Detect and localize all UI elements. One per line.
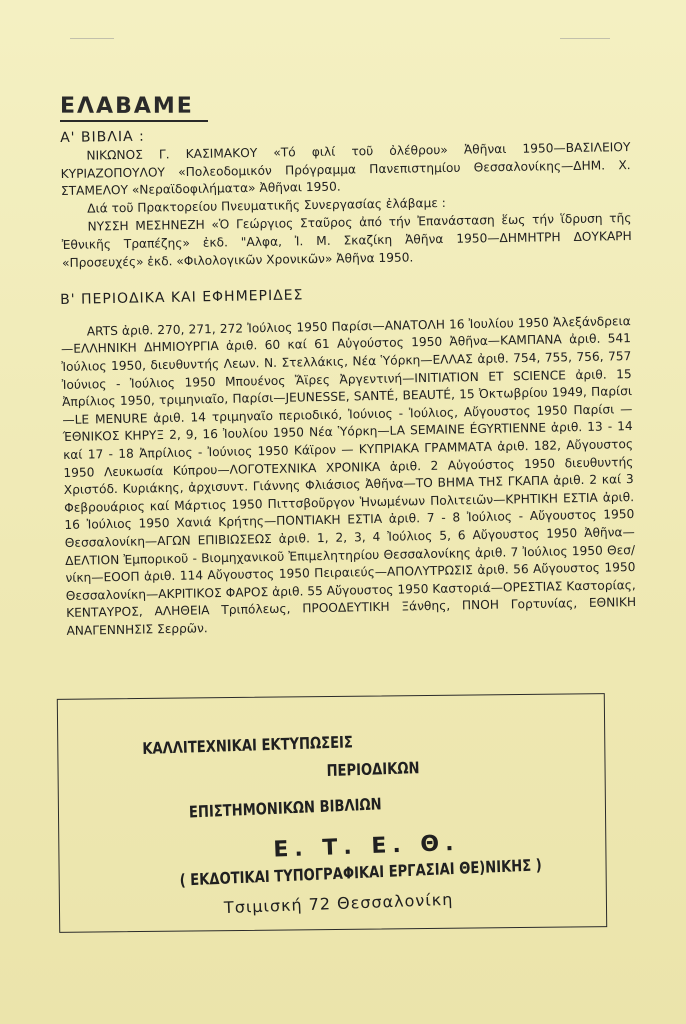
section-books <box>60 121 632 272</box>
books-paragraph: ΝΥΣΣΗ ΜΕΣΗΝΕΖΗ «Ὁ Γεώργιος Σταῦρος ἀπό τήν Ἐπανάσταση ἕως τήν ἵδρυση τῆς Ἐθνικῆς Τραπέζης» ἐκδ. "Αλφα, Ἰ. Μ. Σκαζίκη Ἀθῆνα 1950—ΔΗΜΗΤΡΗ ΔΟΥΚΑΡΗ «Προσευχές» ἐκδ. «Φιλολογικῶν Χρονικῶν» Ἀθῆνα 1950. <box>61 211 632 270</box>
section-periodicals-title: Β' ΠΕΡΙΟΔΙΚΑ ΚΑΙ ΕΦΗΜΕΡΙΔΕΣ <box>60 287 304 308</box>
page-title: ΕΛΑΒΑΜΕ <box>60 94 194 119</box>
title-underline <box>60 120 208 122</box>
printing-advert <box>57 693 607 933</box>
scan-mark <box>560 38 610 39</box>
section-periodicals <box>60 281 637 640</box>
advert-line: ΕΠΙΣΤΗΜΟΝΙΚΩΝ ΒΙΒΛΙΩΝ <box>188 794 382 822</box>
advert-line: ΚΑΛΛΙΤΕΧΝΙΚΑΙ ΕΚΤΥΠΩΣΕΙΣ <box>142 732 354 758</box>
books-paragraph: ΝΙΚΩΝΟΣ Γ. ΚΑΣΙΜΑΚΟΥ «Τό φιλί τοῦ ὀλέθρου» Ἀθῆναι 1950—ΒΑΣΙΛΕΙΟΥ ΚΥΡΙΑΖΟΠΟΥΛΟΥ «Πολεοδομικόν Πρόγραμμα Πανεπιστημίου Θεσσαλονίκης—ΔΗΜ. Χ. ΣΤΑΜΕΛΟΥ «Νεραϊδοφιλήματα» Ἀθῆναι 1950. <box>60 139 631 199</box>
periodicals-paragraph: ARTS ἀριθ. 270, 271, 272 Ἰούλιος 1950 Παρίσι—ΑΝΑΤΟΛΗ 16 Ἰουλίου 1950 Ἀλεξάνδρεια—ΕΛΛΗΝΙΚΗ ΔΗΜΙΟΥΡΓΙΑ ἀριθ. 60 καί 61 Αὐγούστος 1950 Ἀθῆνα—ΚΑΜΠΑΝΑ ἀριθ. 541 Ἰούλιος 1950, διευθυντής Λεων. Ν. Στελλάκις, Νέα Ὑόρκη—ΕΛΛΑΣ ἀριθ. 754, 755, 756, 757 Ἰούνιος - Ἰούλιος 1950 Μπουένος Ἄϊρες Ἀργεντινή—INITIATION ET SCIENCE ἀριθ. 15 Ἀπρίλιος 1950, τριμηνιαῖο, Παρίσι—JEUNESSE, SANTÉ, BEAUTÉ, 15 Ὀκτωβρίου 1949, Παρίσι—LE MENURE ἀριθ. 14 τριμηναῖο περιοδικό, Ἰούνιος - Ἰούλιος, Αὔγουστος 1950 Παρίσι — ΈΘΝΙΚΟΣ ΚΗΡΥΞ 2, 9, 16 Ἰουλίου 1950 Νέα Ὑόρκη—LA SEMAINE ÉGYRTIENNE ἀριθ. 13 - 14 καί 17 - 18 Ἀπρίλιος - Ἰούνιος 1950 Κάϊρον — ΚΥΠΡΙΑΚΑ ΓΡΑΜΜΑΤΑ ἀριθ. 182, Αὔγουστος 1950 Λευκωσία Κύπρου—ΛΟΓΟΤΕΧΝΙΚΑ ΧΡΟΝΙΚΑ ἀριθ. 2 Αὐγούστος 1950 διευθυντής Χριστόδ. Κυριάκης, ἀρχισυντ. Γιάννης Φλιάσιος Ἀθῆνα—ΤΟ ΒΗΜΑ ΤΗΣ ΓΚΑΠΑ ἀριθ. 2 καί 3 Φεβρουάριος καί Μάρτιος 1950 Πιττσβοῦργον Ἡνωμένων Πολιτειῶν—ΚΡΗΤΙΚΗ ΕΣΤΙΑ ἀριθ. 16 Ἰούλιος 1950 Χανιά Κρήτης—ΠΟΝΤΙΑΚΗ ΕΣΤΙΑ ἀριθ. 7 - 8 Ἰούλιος - Αὔγουστος 1950 Θεσσαλονίκη—ΑΓΩΝ ΕΠΙΒΙΩΣΕΩΣ ἀριθ. 1, 2, 3, 4 Ἰούλιος 5, 6 Αὔγουστος 1950 Ἀθῆνα—ΔΕΛΤΙΟΝ Ἐμπορικοῦ - Βιομηχανικοῦ Ἐπιμελητηρίου Θεσσαλονίκης ἀριθ. 7 Ἰούλιος 1950 Θεσ/νίκη—ΕΟΟΠ ἀριθ. 114 Αὔγουστος 1950 Πειραιεύς—ΑΠΟΛΥΤΡΩΣΙΣ ἀριθ. 56 Αὔγουστος 1950 Θεσσαλονίκη—ΑΚΡΙΤΙΚΟΣ ΦΑΡΟΣ ἀριθ. 55 Αὔγουστος 1950 Καστοριά—ΟΡΕΣΤΙΑΣ Καστορίας, ΚΕΝΤΑΥΡΟΣ, ΑΛΗΘΕΙΑ Τριπόλεως, ΠΡΟΟΔΕΥΤΙΚΗ Ξάνθης, ΠΝΟΗ Γορτυνίας, ΕΘΝΙΚΗ ΑΝΑΓΕΝΝΗΣΙΣ Σερρῶν. <box>60 313 637 638</box>
books-paragraph: Διά τοῦ Πρακτορείου Πνευματικῆς Συνεργασίας ἐλάβαμε : <box>87 196 446 216</box>
advert-address: Τσιμισκή 72 Θεσσαλονίκη <box>223 889 454 918</box>
scan-mark <box>70 38 114 39</box>
advert-line: ( ΕΚΔΟΤΙΚΑΙ ΤΥΠΟΓΡΑΦΙΚΑΙ ΕΡΓΑΣΙΑΙ ΘΕ)ΝΙΚΗΣ ) <box>179 855 543 890</box>
advert-initials: Ε. Τ. Ε. Θ. <box>272 830 460 863</box>
section-books-title: Α' ΒΙΒΛΙΑ : <box>60 128 145 146</box>
advert-line: ΠΕΡΙΟΔΙΚΩΝ <box>326 758 420 781</box>
